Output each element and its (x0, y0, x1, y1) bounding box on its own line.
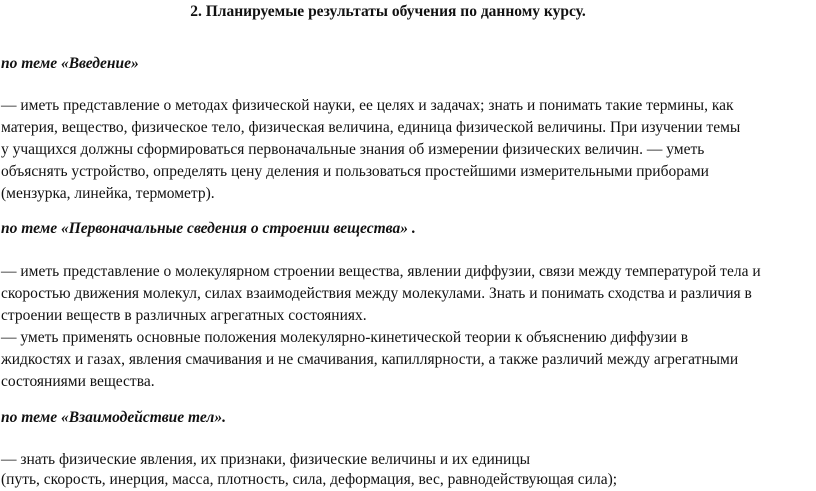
section-heading-interaction-of-bodies: по теме «Взаимодействие тел». (1, 409, 226, 426)
section-2-line-5: жидкостях и газах, явления смачивания и не смачивания, капиллярности, а также различий между агрегатными (1, 351, 739, 368)
section-1-line-3: у учащихся должны сформироваться первоначальные знания об измерении физических величин. — уметь (1, 141, 705, 158)
section-1-line-5: (мензурка, линейка, термометр). (1, 185, 215, 202)
section-heading-introduction: по теме «Введение» (1, 55, 139, 72)
document-title: 2. Планируемые результаты обучения по данному курсу. (190, 3, 586, 20)
section-3-line-1: — знать физические явления, их признаки, физические величины и их единицы (1, 451, 531, 468)
section-2-line-2: скоростью движения молекул, силах взаимодействия между молекулами. Знать и понимать сходства и различия в (1, 285, 752, 302)
section-3-line-2: (путь, скорость, инерция, масса, плотность, сила, деформация, вес, равнодействующая сила); (1, 471, 618, 488)
section-2-line-4: — уметь применять основные положения молекулярно-кинетической теории к объяснению диффузии в (1, 329, 689, 346)
section-2-line-1: — иметь представление о молекулярном строении вещества, явлении диффузии, связи между температурой тела и (1, 263, 761, 280)
section-1-line-1: — иметь представление о методах физической науки, ее целях и задачах; знать и понимать такие термины, как (1, 97, 734, 114)
section-1-line-4: объяснять устройство, определять цену деления и пользоваться простейшими измерительными приборами (1, 163, 709, 180)
section-2-line-6: состояниями вещества. (1, 373, 155, 390)
section-heading-matter-structure: по теме «Первоначальные сведения о строении вещества» . (1, 220, 416, 237)
section-1-line-2: материя, вещество, физическое тело, физическая величина, единица физической величины. При изучении темы (1, 119, 741, 136)
section-2-line-3: строении веществ в различных агрегатных состояниях. (1, 307, 367, 324)
